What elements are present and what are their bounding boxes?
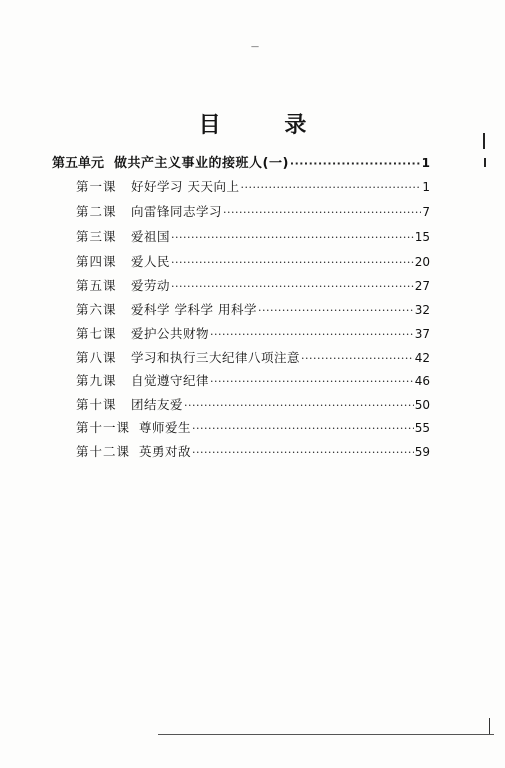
page-title: 目 录: [198, 113, 335, 138]
lesson-label: 第三课: [76, 229, 117, 244]
bottom-rule: [158, 734, 494, 735]
lesson-title: 自觉遵守纪律: [131, 373, 210, 388]
dot-leader: [258, 303, 414, 319]
margin-mark: [484, 158, 486, 167]
lesson-page-number: 46: [414, 374, 430, 388]
dot-leader: [223, 205, 421, 221]
dot-leader: [301, 351, 414, 367]
lesson-label: 第二课: [76, 204, 117, 219]
lesson-title: 团结友爱: [131, 397, 184, 412]
dot-leader: [210, 374, 414, 390]
toc-lesson-entry: [76, 204, 430, 221]
lesson-title: 爱科学 学科学 用科学: [131, 302, 257, 317]
lesson-page-number: 42: [414, 351, 430, 365]
toc-lesson-entry: [76, 179, 430, 196]
lesson-title: 爱祖国: [131, 229, 171, 244]
toc-lesson-entry: [76, 229, 430, 246]
unit-page-number: 1: [421, 156, 430, 170]
toc-lesson-entry: [76, 302, 430, 319]
toc-lesson-entry: [76, 444, 430, 461]
lesson-label: 第十课: [76, 397, 117, 412]
lesson-page-number: 59: [414, 445, 430, 459]
lesson-label: 第八课: [76, 350, 117, 365]
toc-lesson-entry: [76, 397, 430, 414]
lesson-page-number: 7: [422, 205, 430, 219]
dot-leader: [184, 398, 414, 414]
lesson-page-number: 15: [414, 230, 430, 244]
lesson-page-number: 32: [414, 303, 430, 317]
dot-leader: [240, 180, 421, 196]
toc-lesson-entry: [76, 278, 430, 295]
toc-lesson-entry: [76, 254, 430, 271]
toc-lesson-entry: [76, 326, 430, 343]
lesson-title: 尊师爱生: [139, 420, 192, 435]
lesson-title: 爱劳动: [131, 278, 171, 293]
lesson-label: 第四课: [76, 254, 117, 269]
lesson-label: 第五课: [76, 278, 117, 293]
unit-label: 第五单元: [52, 156, 105, 171]
page-mark: —: [251, 42, 259, 51]
lesson-page-number: 27: [414, 279, 430, 293]
lesson-page-number: 50: [414, 398, 430, 412]
lesson-title: 英勇对敌: [139, 444, 192, 459]
toc-unit-entry: [52, 155, 430, 172]
lesson-page-number: 20: [414, 255, 430, 269]
lesson-label: 第七课: [76, 326, 117, 341]
lesson-label: 第九课: [76, 373, 117, 388]
lesson-page-number: 37: [414, 327, 430, 341]
margin-mark: [483, 133, 488, 149]
margin-mark: [489, 718, 490, 734]
lesson-label: 第十二课: [76, 444, 131, 459]
toc-lesson-entry: [76, 420, 430, 437]
lesson-title: 爱护公共财物: [131, 326, 210, 341]
dot-leader: [171, 230, 414, 246]
lesson-label: 第一课: [76, 179, 117, 194]
dot-leader: [192, 445, 414, 461]
lesson-page-number: 1: [422, 180, 430, 194]
toc-lesson-entry: [76, 373, 430, 390]
dot-leader: [171, 279, 414, 295]
lesson-page-number: 55: [414, 421, 430, 435]
lesson-title: 爱人民: [131, 254, 171, 269]
dot-leader: [171, 255, 414, 271]
unit-title: 做共产主义事业的接班人(一): [114, 156, 289, 171]
lesson-title: 向雷锋同志学习: [131, 204, 223, 219]
dot-leader: [192, 421, 414, 437]
lesson-title: 好好学习 天天向上: [131, 179, 240, 194]
dot-leader: [210, 327, 414, 343]
lesson-label: 第六课: [76, 302, 117, 317]
dot-leader: [290, 156, 421, 172]
lesson-title: 学习和执行三大纪律八项注意: [131, 350, 301, 365]
toc-lesson-entry: [76, 350, 430, 367]
lesson-label: 第十一课: [76, 420, 131, 435]
